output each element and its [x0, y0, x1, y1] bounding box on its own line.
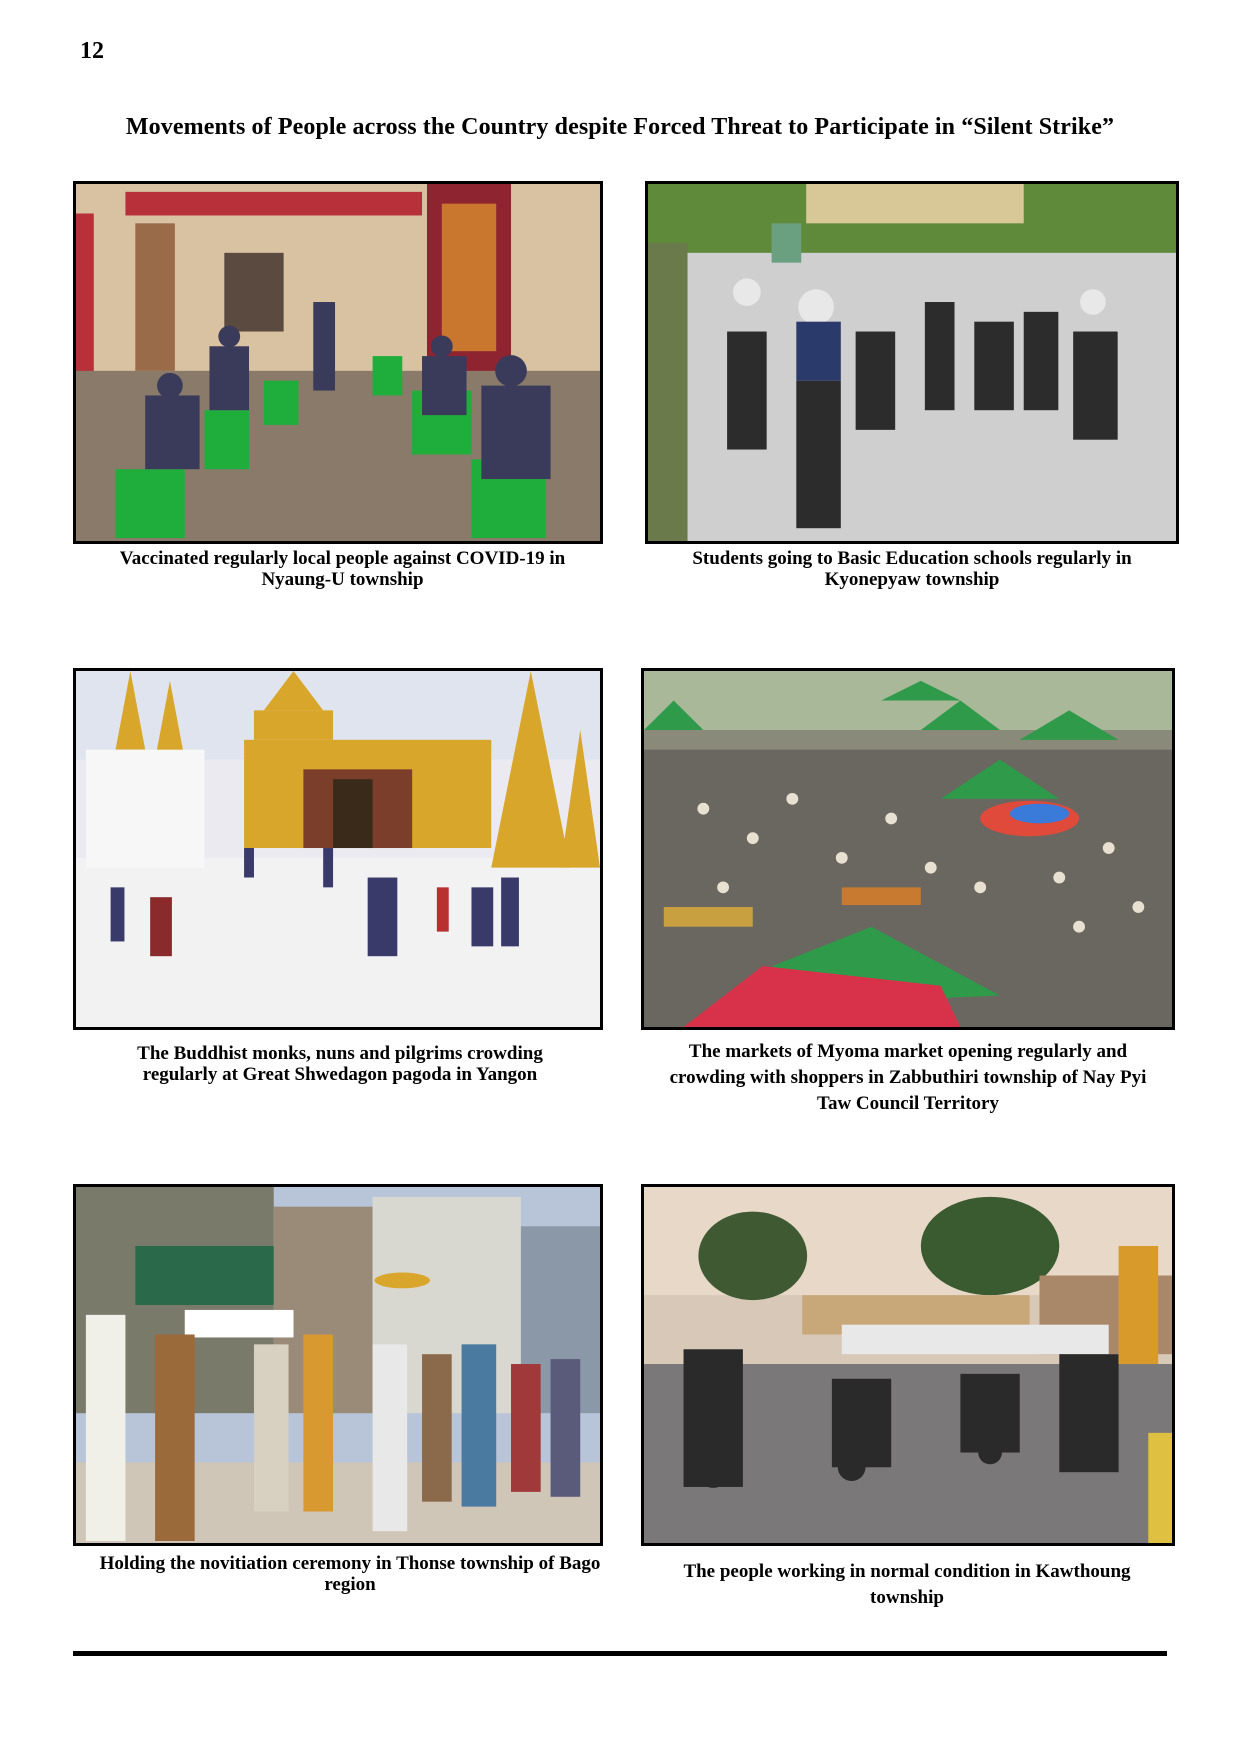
photo-vaccination: [73, 181, 603, 544]
photo-students-road: [645, 181, 1179, 544]
photo-shwedagon-pagoda: [73, 668, 603, 1030]
photo-caption: The markets of Myoma market opening regularly and crowding with shoppers in Zabbuthiri township of Nay Pyi Taw Council Territory: [669, 1041, 1147, 1114]
photo-caption: The people working in normal condition in Kawthoung township: [683, 1561, 1131, 1608]
photo-caption: Holding the novitiation ceremony in Thonse township of Bago region: [99, 1553, 601, 1595]
photo-caption: Vaccinated regularly local people against COVID-19 in Nyaung-U township: [119, 548, 566, 590]
page-title: Movements of People across the Country despite Forced Threat to Participate in “Silent Strike”: [125, 114, 1115, 140]
photo-caption: The Buddhist monks, nuns and pilgrims crowding regularly at Great Shwedagon pagoda in Yangon: [137, 1043, 543, 1085]
photo-myoma-market: [641, 668, 1175, 1030]
photo-novitiation-ceremony: [73, 1184, 603, 1546]
bottom-rule: [73, 1651, 1167, 1656]
page-number: 12: [80, 38, 104, 64]
photo-kawthoung-street: [641, 1184, 1175, 1546]
photo-caption: Students going to Basic Education schools regularly in Kyonepyaw township: [692, 548, 1132, 590]
